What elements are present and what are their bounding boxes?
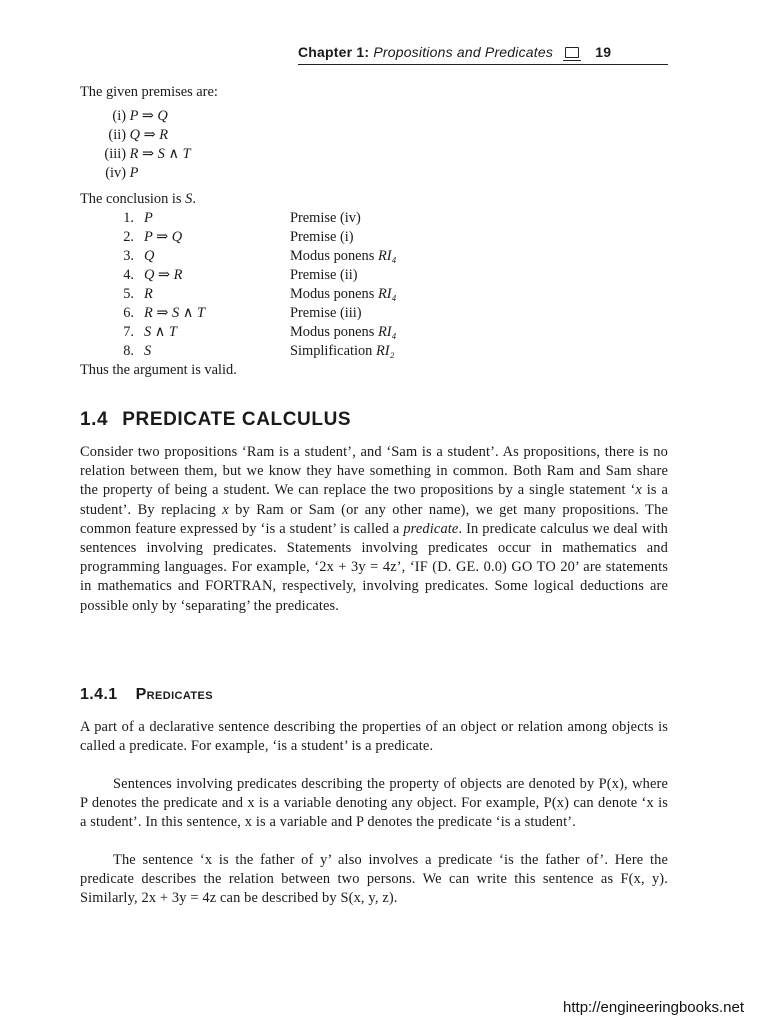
proof-step	[80, 285, 397, 304]
step-expression: R	[144, 286, 153, 302]
premises-heading: The given premises are:	[80, 84, 218, 100]
proof-step	[80, 304, 362, 323]
rule-reference: RI₄	[377, 324, 397, 340]
conclusion-line	[80, 190, 196, 209]
step-justification	[290, 342, 395, 361]
rule-reference: RI₄	[377, 286, 397, 302]
page-number: 19	[595, 44, 612, 60]
premise-item	[80, 164, 138, 183]
step-number: 7.	[123, 324, 134, 340]
step-justification	[290, 209, 361, 228]
premise-number: (iv)	[105, 165, 126, 181]
conclusion-variable: S	[185, 191, 193, 207]
subsection-number: 1.4.1	[80, 686, 118, 703]
chapter-title: Propositions and Predicates	[373, 44, 554, 60]
section-number: 1.4	[80, 409, 109, 430]
variable: x	[635, 482, 642, 499]
step-number: 1.	[123, 210, 134, 226]
subsection-title: Predicates	[135, 686, 214, 703]
step-expression: Q	[144, 248, 155, 264]
paragraph-text: is a student’. By replacing	[80, 482, 668, 518]
chapter-label: Chapter 1:	[298, 44, 370, 60]
justification-text: Premise (iv)	[290, 210, 361, 226]
subsection-paragraph-3: The sentence ‘x is the father of y’ also involves a predicate ‘is the father of’. Here the predicate describes the relation between two persons. We can write this sentence as F(x, y). Similarly, 2x + 3y = 4z can be described by S(x, y, z).	[80, 852, 668, 907]
step-expression: Q ⇒ R	[144, 267, 183, 283]
variable: x	[222, 501, 229, 518]
premise-number: (i)	[112, 108, 126, 124]
paragraph-text: . In predicate calculus we deal with sentences involving predicates. Statements involving predicates occur in mathematics and programming languages. For example, ‘2x + 3y = 4z’, ‘IF (D. GE. 0.0) GO TO 20’ are statements in mathematics and FORTRAN, respectively, involving predicates. Some logical deductions are possible only by ‘separating’ the predicates.	[80, 520, 669, 614]
premise-expression: P	[129, 165, 139, 181]
justification-text: Premise (i)	[290, 229, 354, 245]
proof-step	[80, 323, 397, 342]
step-justification	[290, 323, 397, 342]
proof-step	[80, 266, 358, 285]
step-justification	[290, 285, 397, 304]
step-expression: P ⇒ Q	[144, 229, 183, 245]
step-number: 3.	[123, 248, 134, 264]
step-number: 4.	[123, 267, 134, 283]
premise-number: (ii)	[108, 127, 126, 143]
subsection-paragraph-2: Sentences involving predicates describing the property of objects are denoted by P(x), where P denotes the predicate and x is a variable denoting any object. For example, P(x) can denote ‘x is a student’. In this sentence, x is a variable and P denotes the predicate ‘is a student’.	[80, 776, 668, 831]
premise-item	[80, 107, 168, 126]
subsection-heading	[80, 686, 213, 704]
premise-expression: R ⇒ S ∧ T	[129, 146, 191, 162]
proof-step	[80, 247, 397, 266]
step-expression: S	[144, 343, 152, 359]
step-expression: S ∧ T	[144, 324, 177, 340]
premise-expression: P ⇒ Q	[129, 108, 168, 124]
subsection-paragraph-1: A part of a declarative sentence describing the properties of an object or relation among objects is called a predicate. For example, ‘is a student’ is a predicate.	[80, 719, 668, 755]
proof-step	[80, 209, 361, 228]
paragraph-text: Consider two propositions ‘Ram is a student’, and ‘Sam is a student’. As propositions, there is no relation between them, but we know they have something in common. Both Ram and Sam share the property of being a student. We can replace the two propositions by a single statement ‘	[80, 444, 668, 499]
rule-reference: RI₂	[375, 343, 395, 359]
step-justification	[290, 247, 397, 266]
running-head	[298, 44, 668, 65]
footer-url: http://engineeringbooks.net	[563, 999, 744, 1016]
defined-term: predicate	[403, 520, 459, 537]
step-number: 8.	[123, 343, 134, 359]
section-title: PREDICATE CALCULUS	[122, 409, 352, 430]
rule-reference: RI₄	[377, 248, 397, 264]
step-number: 5.	[123, 286, 134, 302]
premise-expression: Q ⇒ R	[129, 127, 169, 143]
proof-step	[80, 342, 395, 361]
proof-closing: Thus the argument is valid.	[80, 362, 237, 378]
book-icon	[565, 47, 579, 58]
step-expression: R ⇒ S ∧ T	[144, 305, 205, 321]
section-heading	[80, 409, 351, 431]
justification-text: Simplification	[290, 343, 373, 359]
step-justification	[290, 228, 354, 247]
premise-item	[80, 145, 191, 164]
proof-step	[80, 228, 354, 247]
paragraph-text: by Ram or Sam (or any other name), we get many propositions. The common feature expressed by ‘is a student’ is called a	[80, 501, 668, 537]
section-paragraph	[80, 443, 668, 616]
premise-item	[80, 126, 168, 145]
step-number: 6.	[123, 305, 134, 321]
justification-text: Modus ponens	[290, 248, 375, 264]
justification-text: Modus ponens	[290, 324, 375, 340]
step-justification	[290, 266, 358, 285]
justification-text: Premise (ii)	[290, 267, 358, 283]
justification-text: Modus ponens	[290, 286, 375, 302]
premise-number: (iii)	[104, 146, 126, 162]
step-justification	[290, 304, 362, 323]
justification-text: Premise (iii)	[290, 305, 362, 321]
step-expression: P	[144, 210, 153, 226]
conclusion-text: The conclusion is	[80, 191, 182, 207]
step-number: 2.	[123, 229, 134, 245]
conclusion-end: .	[192, 191, 196, 207]
